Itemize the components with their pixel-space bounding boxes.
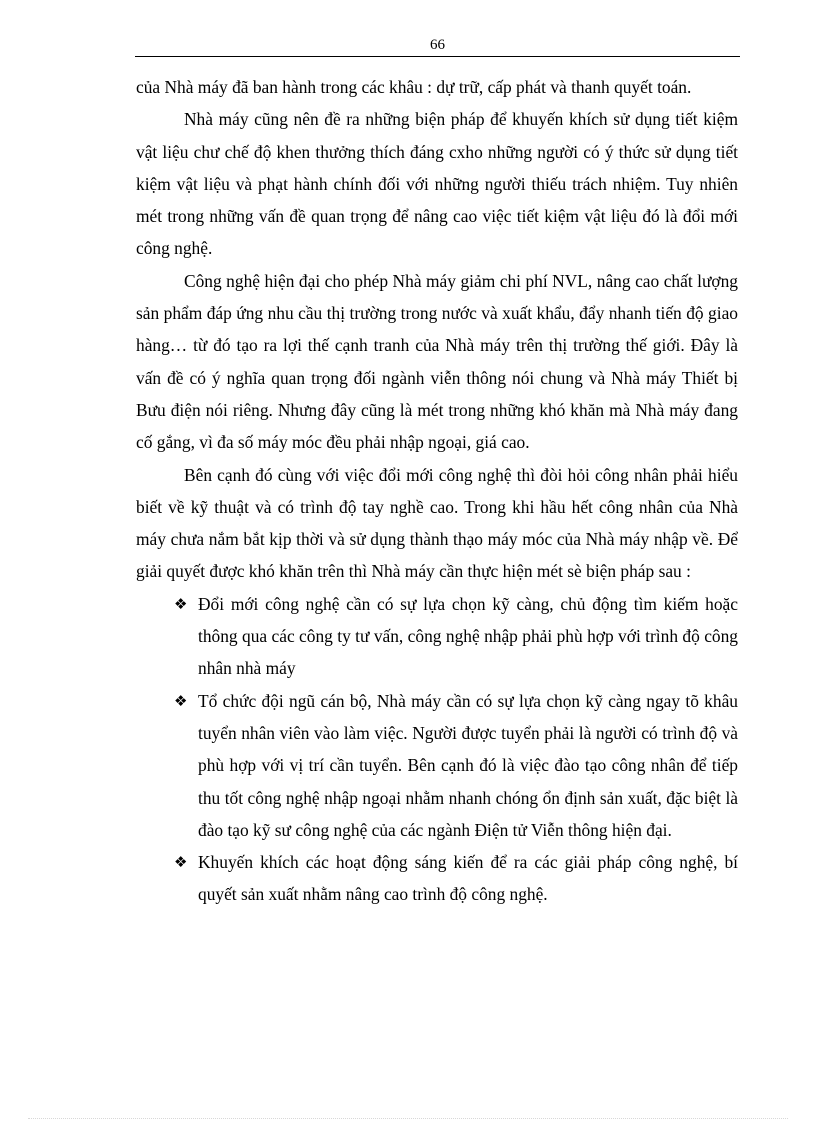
document-body — [136, 71, 738, 911]
diamond-bullet-icon: ❖ — [174, 691, 188, 710]
paragraph-modern-technology: Công nghệ hiện đại cho phép Nhà máy giảm chi phí NVL, nâng cao chất lượng sản phẩm đáp ứng nhu cầu thị trường trong nước và xuất khẩu, đẩy nhanh tiến độ giao hàng… từ đó tạo ra lợi thế cạnh tranh của Nhà máy trên thị trường thế giới. Đây là vấn đề có ý nghĩa quan trọng đối ngành viễn thông nói chung và Nhà máy Thiết bị Bưu điện nói riêng. Nhưng đây cũng là mét trong những khó khăn mà Nhà máy đang cố gắng, vì đa số máy móc đều phải nhập ngoại, giá cao. — [136, 270, 738, 453]
list-item — [136, 685, 738, 846]
diamond-bullet-icon: ❖ — [174, 594, 188, 613]
paragraph-material-saving: Nhà máy cũng nên đề ra những biện pháp để khuyến khích sử dụng tiết kiệm vật liệu chư chế độ khen thưởng thích đáng cxho những người có ý thức sử dụng tiết kiệm vật liệu và phạt hành chính đối với những người thiếu trách nhiệm. Tuy nhiên mét trong những vấn đề quan trọng để nâng cao việc tiết kiệm vật liệu đó là đổi mới công nghệ. — [136, 109, 738, 259]
diamond-bullet-icon: ❖ — [174, 853, 188, 872]
measures-list — [136, 588, 738, 911]
paragraph-continuation: của Nhà máy đã ban hành trong các khâu : dự trữ, cấp phát và thanh quyết toán. — [136, 77, 692, 97]
list-item — [136, 846, 738, 911]
list-item — [136, 588, 738, 685]
list-item-text: Tổ chức đội ngũ cán bộ, Nhà máy cần có sự lựa chọn kỹ càng ngay tõ khâu tuyển nhân viên vào làm việc. Người được tuyển phải là người có trình độ và phù hợp với vị trí cần tuyển. Bên cạnh đó là việc đào tạo công nhân để tiếp thu tốt công nghệ nhập ngoại nhằm nhanh chóng ổn định sản xuất, đặc biệt là đào tạo kỹ sư công nghệ của các ngành Điện tử Viễn thông hiện đại. — [198, 690, 738, 840]
page-bottom-divider — [28, 1118, 788, 1119]
page-header — [135, 34, 740, 57]
list-item-text: Đổi mới công nghệ cần có sự lựa chọn kỹ càng, chủ động tìm kiếm hoặc thông qua các công ty tư vấn, công nghệ nhập phải phù hợp với trình độ công nhân nhà máy — [198, 593, 738, 679]
list-item-text: Khuyến khích các hoạt động sáng kiến để ra các giải pháp công nghệ, bí quyết sản xuất nhằm nâng cao trình độ công nghệ. — [198, 852, 738, 905]
page-number: 66 — [430, 37, 445, 53]
paragraph-worker-skills: Bên cạnh đó cùng với việc đổi mới công nghệ thì đòi hỏi công nhân phải hiểu biết về kỹ thuật và có trình độ tay nghề cao. Trong khi hầu hết công nhân của Nhà máy chưa nắm bắt kịp thời và sử dụng thành thạo máy móc của Nhà máy nhập về. Để giải quyết được khó khăn trên thì Nhà máy cần thực hiện mét sè biện pháp sau : — [136, 464, 738, 582]
